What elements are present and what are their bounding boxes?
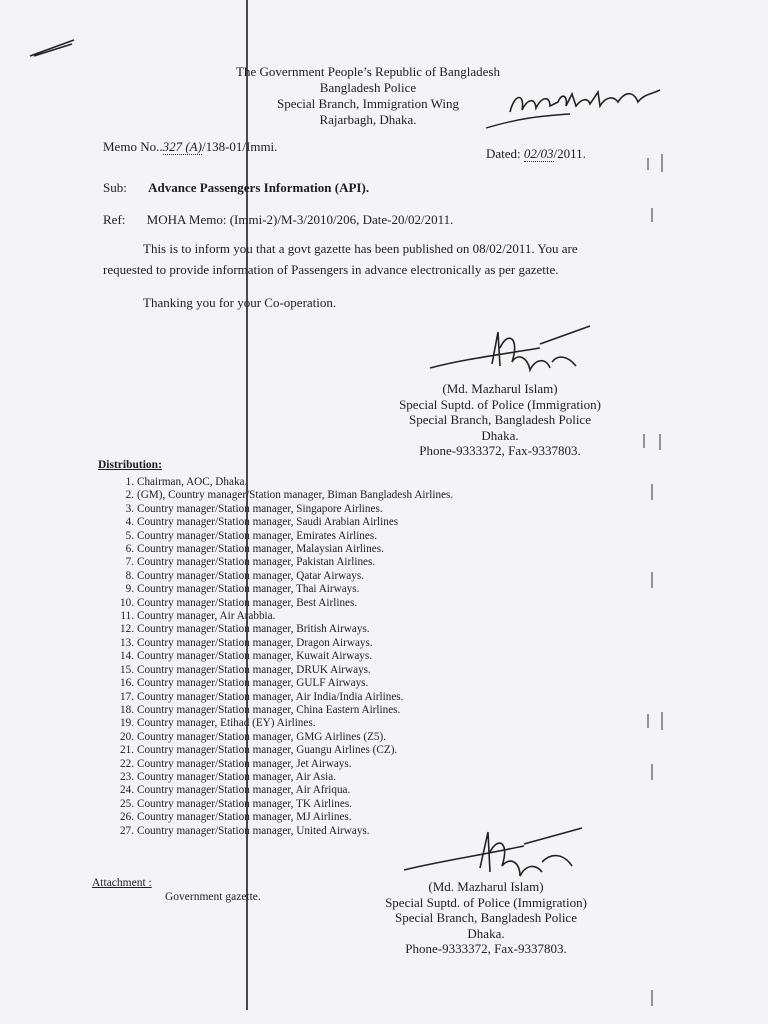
distribution-item-text: Country manager/Station manager, Dragon Airways. [137,636,373,649]
distribution-item-number: 4. [125,516,134,529]
sig1-title: Special Suptd. of Police (Immigration) [399,396,601,412]
distribution-item-text: Country manager/Station manager, GULF Airways. [137,677,369,690]
distribution-item [110,758,453,771]
distribution-item [110,771,453,784]
distribution-item-text: Country manager/Station manager, Saudi Arabian Airlines [137,516,399,529]
distribution-item-number: 14. [120,650,134,663]
distribution-item-text: Country manager/Station manager, China Eastern Airlines. [137,703,401,716]
distribution-item [110,516,453,529]
distribution-item-number: 26. [120,811,134,824]
reference-line [103,212,453,228]
distribution-item-number: 22. [120,757,134,770]
distribution-item-number: 23. [120,770,134,783]
header-line-4: Rajarbagh, Dhaka. [319,112,417,127]
distribution-item-number: 10. [120,596,134,609]
distribution-item [110,489,453,502]
subject-label: Sub: [103,180,127,195]
distribution-item [110,570,453,583]
distribution-item [110,664,453,677]
sig2-phone: Phone-9333372, Fax-9337803. [405,941,567,956]
attachment-label: Attachment : [92,877,152,889]
distribution-item-text: Country manager/Station manager, MJ Airlines. [137,811,352,824]
distribution-item-number: 12. [120,623,134,636]
signature-block-2 [356,879,616,957]
distribution-item-text: Country manager/Station manager, Singapore Airlines. [137,502,383,515]
header-line-3: Special Branch, Immigration Wing [277,96,459,111]
distribution-item-text: Country manager/Station manager, United Airways. [137,824,370,837]
distribution-item-number: 3. [125,502,134,515]
distribution-item [110,784,453,797]
distribution-item-text: Country manager/Station manager, Thai Airways. [137,583,360,596]
distribution-item-text: Country manager/Station manager, Emirates Airlines. [137,529,378,542]
initials-signature [480,72,670,132]
distribution-item [110,610,453,623]
sig1-org: Special Branch, Bangladesh Police [409,412,591,427]
distribution-item-number: 11. [120,610,134,623]
subject-line [103,180,369,196]
distribution-item [110,530,453,543]
distribution-item-text: Country manager, Etihad (EY) Airlines. [137,717,316,730]
memo-suffix: /138-01/Immi. [201,139,278,154]
header-line-1: The Government People’s Republic of Bangladesh [236,64,500,79]
signature-scribble-1 [420,318,610,382]
thanks-line: Thanking you for your Co-operation. [143,295,337,310]
distribution-item [110,556,453,569]
signature-block-1 [370,381,630,459]
distribution-item-number: 7. [125,556,134,569]
sig1-name: (Md. Mazharul Islam) [442,381,558,396]
memo-handwritten-number: 327 (A) [162,139,202,154]
reference-text: MOHA Memo: (Immi-2)/M-3/2010/206, Date-20/02/2011. [146,212,454,227]
distribution-item-number: 2. [125,489,134,502]
subject-text: Advance Passengers Information (API). [148,180,370,195]
distribution-item [110,717,453,730]
distribution-item-text: Country manager/Station manager, British Airways. [137,623,370,636]
distribution-item-text: Country manager/Station manager, Malaysian Airlines. [137,543,384,556]
sig2-name: (Md. Mazharul Islam) [428,879,544,894]
distribution-item-text: Country manager/Station manager, DRUK Airways. [137,663,371,676]
body-para-line-1: This is to inform you that a govt gazette has been published on 08/02/2011. You are [143,241,578,256]
dated-year: /2011. [553,146,586,161]
distribution-item [110,677,453,690]
distribution-item-number: 13. [120,636,134,649]
distribution-item-number: 20. [120,730,134,743]
distribution-item-number: 19. [120,717,134,730]
distribution-item-number: 18. [120,703,134,716]
distribution-item-text: Country manager, Air Arabbia. [137,610,276,623]
distribution-item-number: 25. [120,797,134,810]
distribution-item [110,691,453,704]
memo-date [486,146,586,162]
header-line-2: Bangladesh Police [319,80,417,95]
distribution-item-text: Country manager/Station manager, Pakistan Airlines. [137,556,376,569]
distribution-item-text: Country manager/Station manager, Qatar Airways. [137,569,364,582]
distribution-list [110,476,453,838]
distribution-item [110,583,453,596]
distribution-item-text: Chairman, AOC, Dhaka. [137,476,248,488]
pen-mark [28,36,78,60]
distribution-item-text: Country manager/Station manager, Kuwait Airways. [137,650,373,663]
distribution-item [110,503,453,516]
distribution-item-text: Country manager/Station manager, Air India/India Airlines. [137,690,404,703]
distribution-heading: Distribution: [98,459,162,471]
distribution-item-text: Country manager/Station manager, Best Airlines. [137,596,358,609]
distribution-item-number: 6. [125,543,134,556]
distribution-item [110,744,453,757]
reference-label: Ref: [103,212,126,227]
distribution-item-number: 15. [120,663,134,676]
distribution-item [110,798,453,811]
body-para-line-2: requested to provide information of Passengers in advance electronically as per gazette. [103,262,559,277]
distribution-item [110,731,453,744]
sig1-city: Dhaka. [481,427,519,443]
letterhead [228,64,508,128]
memo-number [103,139,277,155]
distribution-item [110,543,453,556]
memo-label: Memo No.. [103,139,163,154]
distribution-item-text: Country manager/Station manager, Air Afriqua. [137,784,351,797]
sig2-org: Special Branch, Bangladesh Police [395,910,577,925]
distribution-item [110,476,453,489]
distribution-item [110,650,453,663]
distribution-item [110,623,453,636]
sig1-phone: Phone-9333372, Fax-9337803. [419,443,581,458]
distribution-item [110,704,453,717]
distribution-item-number: 1. [125,476,134,488]
distribution-item-text: Country manager/Station manager, TK Airlines. [137,797,352,810]
distribution-item-number: 24. [120,784,134,797]
sig2-city: Dhaka. [467,925,505,941]
distribution-item-text: Country manager/Station manager, Guangu Airlines (CZ). [137,744,398,757]
distribution-item [110,597,453,610]
distribution-item-number: 27. [120,824,134,837]
distribution-item-text: Country manager/Station manager, Jet Airways. [137,757,352,770]
distribution-item-number: 21. [120,744,134,757]
dated-handwritten: 02/03 [523,146,554,161]
distribution-item-text: Country manager/Station manager, Air Asia. [137,770,337,783]
signature-scribble-2 [396,822,596,886]
dated-label: Dated: [486,146,521,161]
distribution-item-number: 17. [120,690,134,703]
distribution-item-text: (GM), Country manager/Station manager, Biman Bangladesh Airlines. [137,489,454,502]
distribution-item-text: Country manager/Station manager, GMG Airlines (Z5). [137,730,387,743]
distribution-item-number: 9. [125,583,134,596]
sig2-title: Special Suptd. of Police (Immigration) [385,894,587,910]
distribution-item-number: 16. [120,677,134,690]
distribution-item-number: 8. [125,569,134,582]
attachment-text: Government gazette. [165,891,261,903]
margin-marks [640,150,680,1010]
distribution-item-number: 5. [125,529,134,542]
distribution-item [110,637,453,650]
